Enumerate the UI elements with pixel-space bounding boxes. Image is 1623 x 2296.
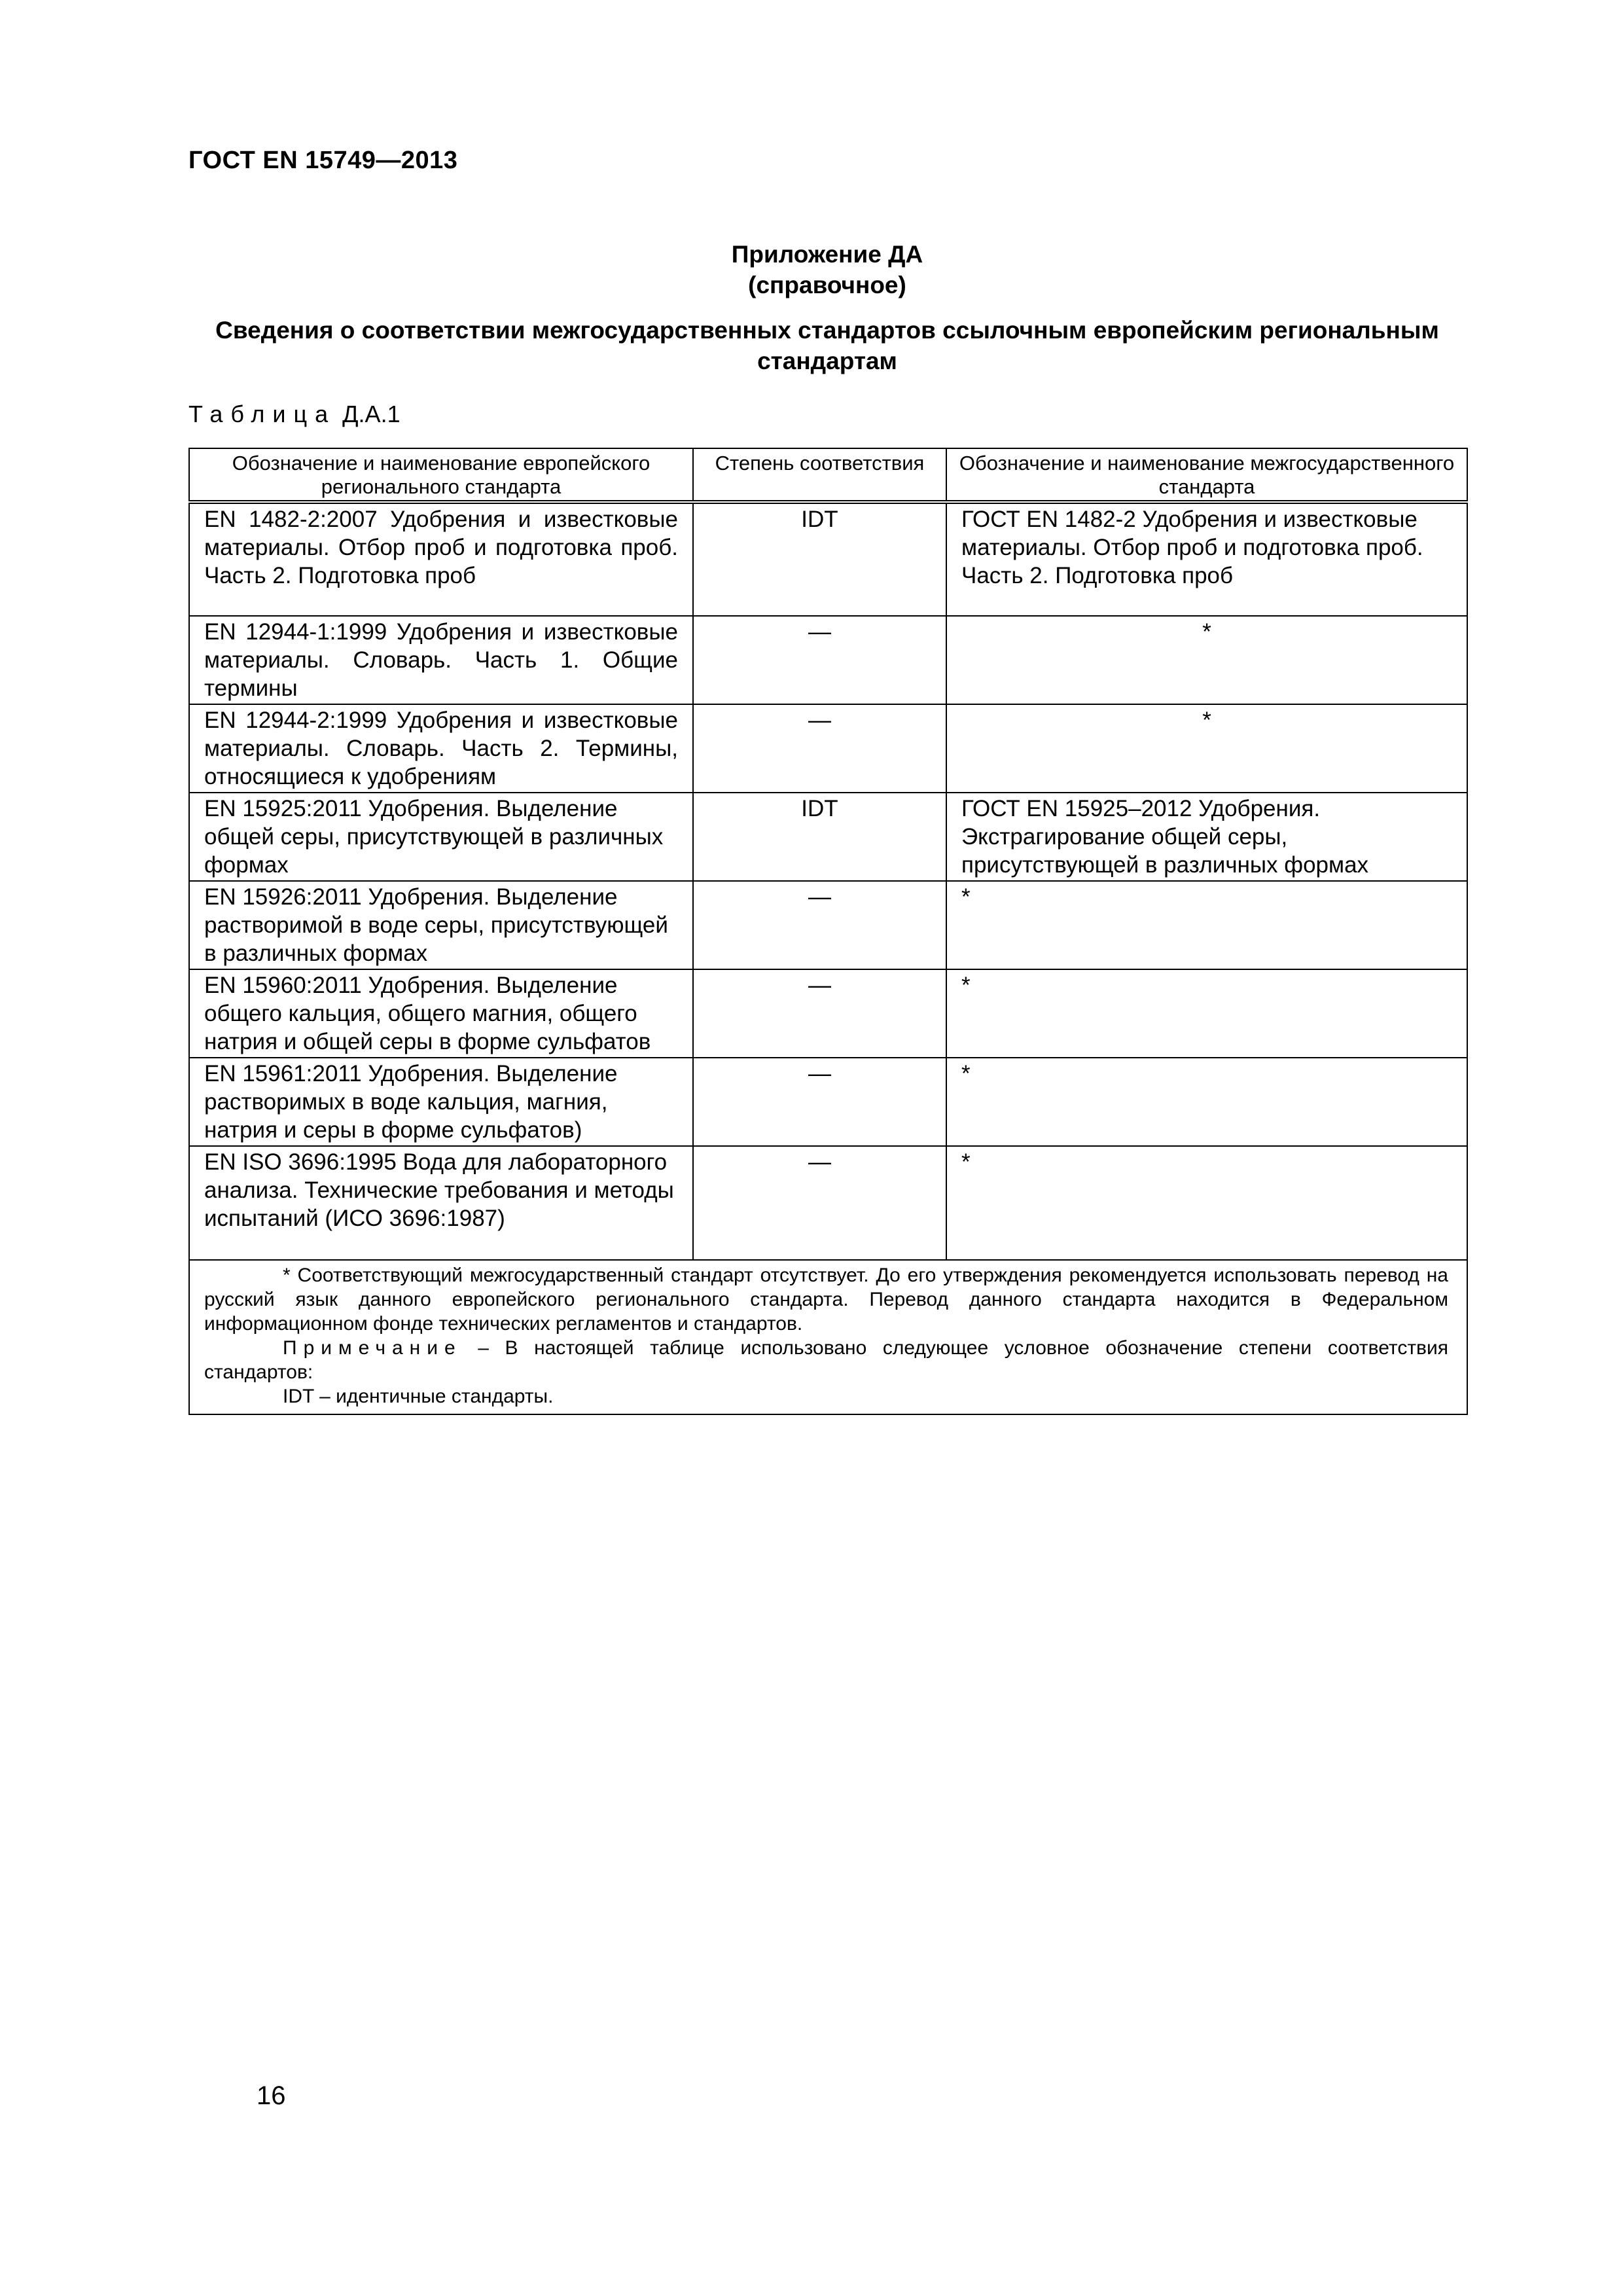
table-footnote-row — [189, 1260, 1467, 1414]
cell-degree: — — [693, 616, 946, 704]
cell-eu-standard: EN 12944-1:1999 Удобрения и известковые материалы. Словарь. Часть 1. Общие термины — [189, 616, 693, 704]
cell-degree: IDT — [693, 502, 946, 616]
cell-gost-standard: * — [946, 1146, 1467, 1260]
cell-eu-standard: EN 1482-2:2007 Удобрения и известковые материалы. Отбор проб и подготовка проб. Часть 2. Подготовка проб — [189, 502, 693, 616]
table-footnote — [189, 1260, 1467, 1414]
cell-degree: — — [693, 704, 946, 793]
table-row — [189, 1058, 1467, 1146]
appendix-title: Приложение ДА — [731, 241, 923, 268]
table-row — [189, 616, 1467, 704]
header-gost-standard: Обозначение и наименование межгосударственного стандарта — [946, 448, 1467, 502]
cell-degree: — — [693, 1146, 946, 1260]
cell-gost-standard: * — [946, 616, 1467, 704]
appendix-block — [188, 239, 1466, 376]
footnote-note — [204, 1336, 1448, 1384]
cell-eu-standard: EN 15960:2011 Удобрения. Выделение общего кальция, общего магния, общего натрия и общей серы в форме сульфатов — [189, 969, 693, 1058]
appendix-subtitle: (справочное) — [748, 272, 906, 298]
document-code-header: ГОСТ EN 15749—2013 — [188, 147, 458, 174]
appendix-heading: Сведения о соответствии межгосударственных стандартов ссылочным европейским региональным стандартам — [215, 317, 1439, 374]
cell-degree: — — [693, 969, 946, 1058]
cell-degree: — — [693, 881, 946, 969]
cell-gost-standard: ГОСТ EN 15925–2012 Удобрения. Экстрагирование общей серы, присутствующей в различных формах — [946, 793, 1467, 881]
cell-eu-standard: EN 15961:2011 Удобрения. Выделение растворимых в воде кальция, магния, натрия и серы в форме сульфатов) — [189, 1058, 693, 1146]
table-row — [189, 502, 1467, 616]
cell-eu-standard: EN 15925:2011 Удобрения. Выделение общей серы, присутствующей в различных формах — [189, 793, 693, 881]
header-degree: Степень соответствия — [693, 448, 946, 502]
footnote-star-note: * Соответствующий межгосударственный стандарт отсутствует. До его утверждения рекомендуется использовать перевод на русский язык данного европейского регионального стандарта. Перевод данного стандарта находится в Федеральном информационном фонде технических регламентов и стандартов. — [204, 1265, 1448, 1335]
table-header-row — [189, 448, 1467, 502]
cell-eu-standard: EN ISO 3696:1995 Вода для лабораторного анализа. Технические требования и методы испытаний (ИСО 3696:1987) — [189, 1146, 693, 1260]
cell-eu-standard: EN 12944-2:1999 Удобрения и известковые материалы. Словарь. Часть 2. Термины, относящиеся к удобрениям — [189, 704, 693, 793]
table-row — [189, 704, 1467, 793]
standards-correspondence-table — [188, 448, 1468, 1415]
cell-degree: IDT — [693, 793, 946, 881]
table-caption — [188, 401, 401, 428]
footnote-note-text: – В настоящей таблице использовано следующее условное обозначение степени соответствия стандартов: — [204, 1337, 1448, 1383]
cell-gost-standard: * — [946, 881, 1467, 969]
cell-eu-standard: EN 15926:2011 Удобрения. Выделение растворимой в воде серы, присутствующей в различных формах — [189, 881, 693, 969]
cell-gost-standard: * — [946, 1058, 1467, 1146]
cell-gost-standard: * — [946, 704, 1467, 793]
cell-gost-standard: ГОСТ EN 1482-2 Удобрения и известковые материалы. Отбор проб и подготовка проб. Часть 2. Подготовка проб — [946, 502, 1467, 616]
cell-gost-standard: * — [946, 969, 1467, 1058]
table-caption-number: Д.А.1 — [342, 401, 401, 427]
table-row — [189, 969, 1467, 1058]
table-row — [189, 1146, 1467, 1260]
header-eu-standard: Обозначение и наименование европейского регионального стандарта — [189, 448, 693, 502]
footnote-idt-line: IDT – идентичные стандарты. — [283, 1386, 554, 1407]
cell-degree: — — [693, 1058, 946, 1146]
table-row — [189, 881, 1467, 969]
page-number: 16 — [257, 2081, 286, 2110]
table-caption-word: Таблица — [188, 401, 336, 427]
table-row — [189, 793, 1467, 881]
footnote-note-label: Примечание — [283, 1337, 462, 1359]
